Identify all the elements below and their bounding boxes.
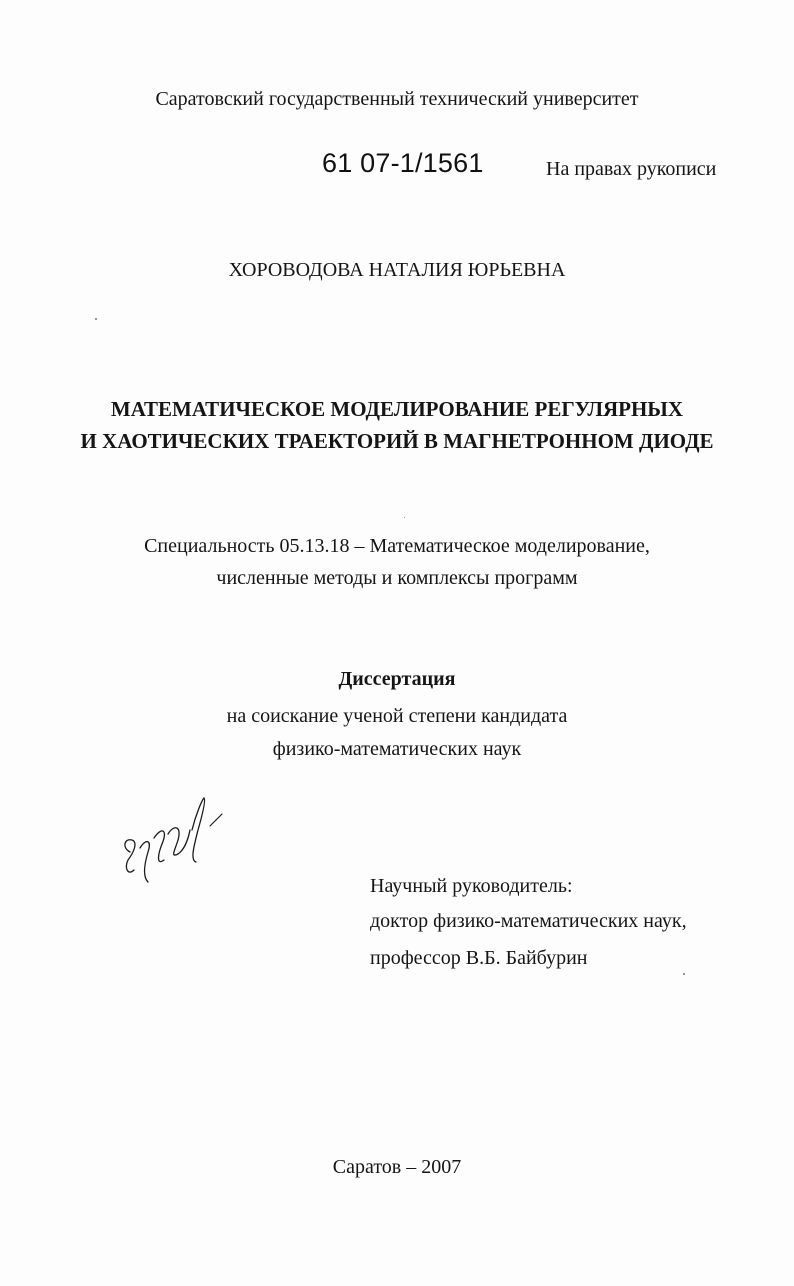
specialty-line-2: численные методы и комплексы программ [216, 567, 578, 589]
degree-line-1: на соискание ученой степени кандидата [226, 705, 568, 727]
scan-speck [95, 318, 97, 320]
city-year: Саратов – 2007 [332, 1156, 462, 1178]
dissertation-heading: Диссертация [338, 668, 456, 690]
supervisor-label: Научный руководитель: [370, 875, 573, 897]
degree-line-2: физико-математических наук [272, 738, 522, 760]
university-name: Саратовский государственный технический университет [155, 88, 639, 110]
supervisor-degree: доктор физико-математических наук, [370, 910, 687, 932]
author-name: ХОРОВОДОВА НАТАЛИЯ ЮРЬЕВНА [228, 259, 566, 281]
manuscript-rights-note: На правах рукописи [546, 158, 717, 180]
scan-speck [404, 517, 405, 518]
thesis-title-line-2: И ХАОТИЧЕСКИХ ТРАЕКТОРИЙ В МАГНЕТРОННОМ ДИОДЕ [80, 429, 714, 453]
specialty-line-1: Специальность 05.13.18 – Математическое моделирование, [144, 535, 650, 557]
thesis-title-line-1: МАТЕМАТИЧЕСКОЕ МОДЕЛИРОВАНИЕ РЕГУЛЯРНЫХ [110, 397, 684, 421]
handwritten-signature [118, 790, 228, 900]
scan-speck [683, 973, 685, 975]
registration-code: 61 07-1/1561 [322, 148, 484, 178]
supervisor-name: профессор В.Б. Байбурин [370, 947, 588, 969]
